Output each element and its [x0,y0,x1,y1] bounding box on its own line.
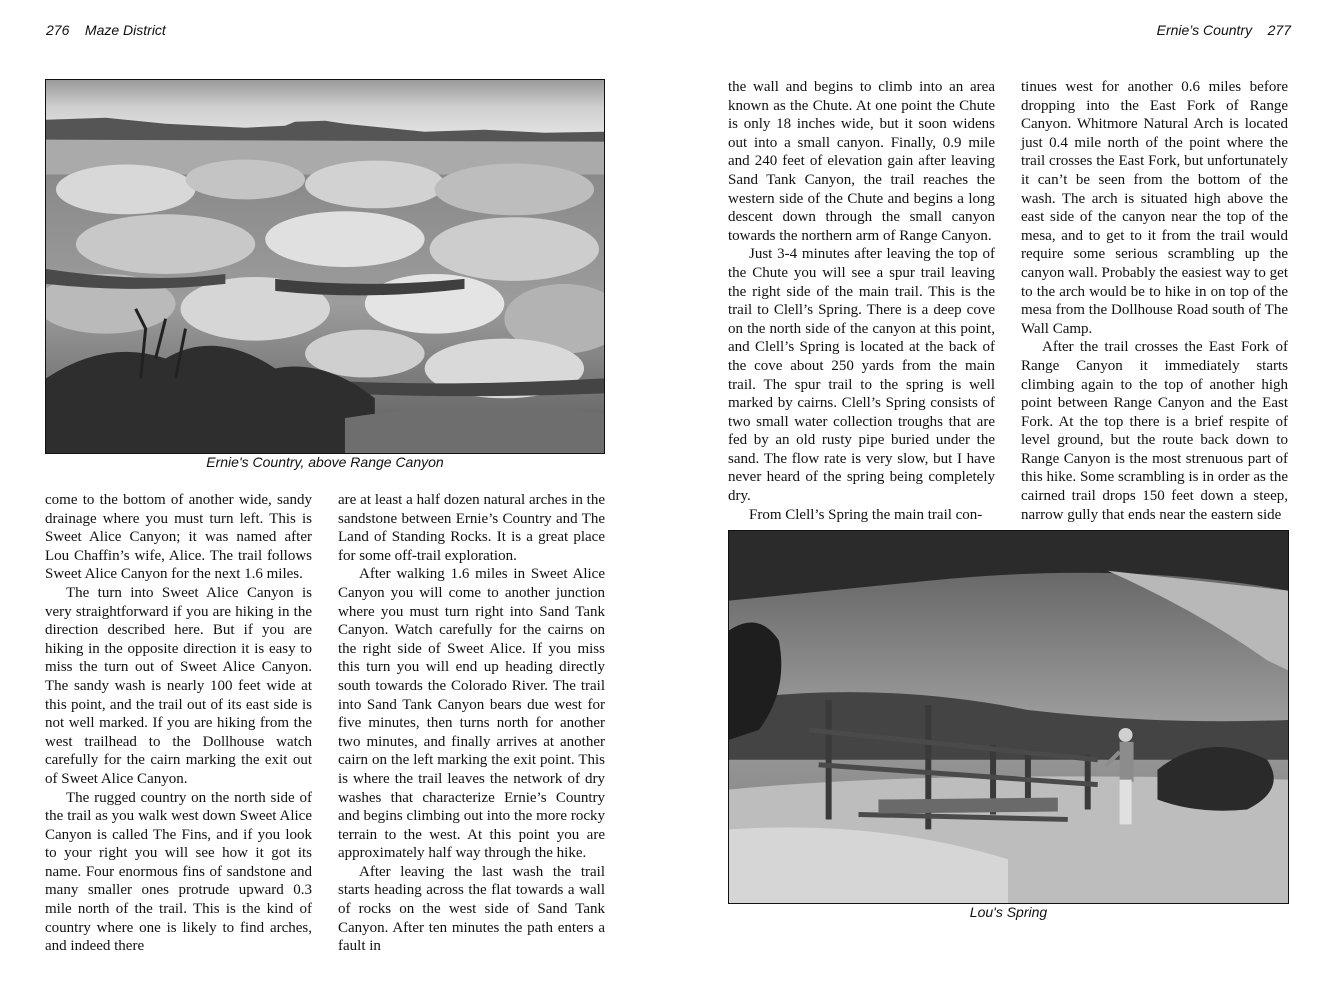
spring-photo [728,530,1289,904]
paragraph: After leaving the last wash the trail starts heading across the flat towards a wall of rocks on the west side of Sand Tank Canyon. After ten minutes the path enters a fault in [338,863,605,955]
text-column-1 [45,491,312,956]
paragraph: From Clell’s Spring the main trail con- [749,506,983,523]
text-column-3 [728,78,995,524]
landscape-photo [45,79,605,454]
paragraph: After walking 1.6 miles in Sweet Alice Canyon you will come to another junction where you must turn right into Sand Tank Canyon. Watch carefully for the cairns on the right side of Sweet Alice. If you miss this turn you will end up heading directly south towards the Colorado River. The trail into Sand Tank Canyon bears due west for five minutes, then turns north for another two minutes, and finally arrives at another cairn on the left marking the exit point. This is where the trail leaves the network of dry washes that characterize Ernie’s Country and begins climbing out into the more rocky terrain to the west. At this point you are approximately half way through the hike. [338,566,605,862]
paragraph: The turn into Sweet Alice Canyon is very straightforward if you are hiking in the direction described here. But if you are hiking in the opposite direction it is easy to miss the turn out of Sweet Alice Canyon. The sandy wash is nearly 100 feet wide at this point, and the trail out of its east side is not well marked. If you are hiking from the west trailhead to the Dollhouse watch carefully for the cairn marking the exit out of Sweet Alice Canyon. [45,584,312,787]
paragraph: tinues west for another 0.6 miles before dropping into the East Fork of Range Canyon. Whitmore Natural Arch is located just 0.4 mile north of the point where the trail crosses the East Fork, but unfortunately it can’t be seen from the bottom of the wash. The arch is situated high above the east side of the canyon near the top of the mesa, and to get to it from the trail would require some serious scrambling up the canyon wall. Probably the easiest way to get to the arch would be to hike in on top of the mesa from the Dollhouse Road south of The Wall Camp. [1021,79,1288,337]
text-column-2 [338,491,605,956]
page-header-left: 276 Maze District [46,22,166,38]
page-header-right: Ernie’s Country 277 [1156,22,1291,38]
paragraph: the wall and begins to climb into an area known as the Chute. At one point the Chute is only 18 inches wide, but it soon widens out into a small canyon. Finally, 0.9 mile and 240 feet of elevation gain after leaving Sand Tank Canyon, the trail reaches the western side of the Chute and begins a long descent down through the small canyon towards the northern arm of Range Canyon. [728,79,995,244]
paragraph: come to the bottom of another wide, sandy drainage where you must turn left. This is Sweet Alice Canyon; it was named after Lou Chaffin’s wife, Alice. The trail follows Sweet Alice Canyon for the next 1.6 miles. [45,492,312,583]
landscape-photo-caption: Ernie's Country, above Range Canyon [206,454,444,470]
text-column-4 [1021,78,1288,524]
paragraph: After the trail crosses the East Fork of Range Canyon it immediately starts climbing again to the top of another high point between Range Canyon and the East Fork. At the top there is a brief respite of level ground, but the route back down to Range Canyon is the most strenuous part of this hike. Some scrambling is in order as the cairned trail drops 150 feet down a steep, narrow gully that ends near the eastern side [1021,339,1288,523]
spring-photo-caption: Lou's Spring [969,904,1048,920]
paragraph: The rugged country on the north side of the trail as you walk west down Sweet Alice Canyon is called The Fins, and if you look to your right you will see how it got its name. Four enormous fins of sandstone and many smaller ones protrude upward 0.3 mile north of the trail. This is the kind of country where one is likely to find arches, and indeed there [45,789,312,955]
paragraph: are at least a half dozen natural arches in the sandstone between Ernie’s Country and The Land of Standing Rocks. It is a great place for some off-trail exploration. [338,492,605,564]
paragraph: Just 3-4 minutes after leaving the top of the Chute you will see a spur trail leaving the right side of the main trail. This is the trail to Clell’s Spring. There is a deep cove on the north side of the canyon at this point, and Clell’s Spring is located at the back of the cove about 250 yards from the main trail. The spur trail to the spring is well marked by cairns. Clell’s Spring consists of two small water collection troughs that are fed by an old rusty pipe buried under the sand. The flow rate is very slow, but I have never heard of the spring being completely dry. [728,246,995,505]
